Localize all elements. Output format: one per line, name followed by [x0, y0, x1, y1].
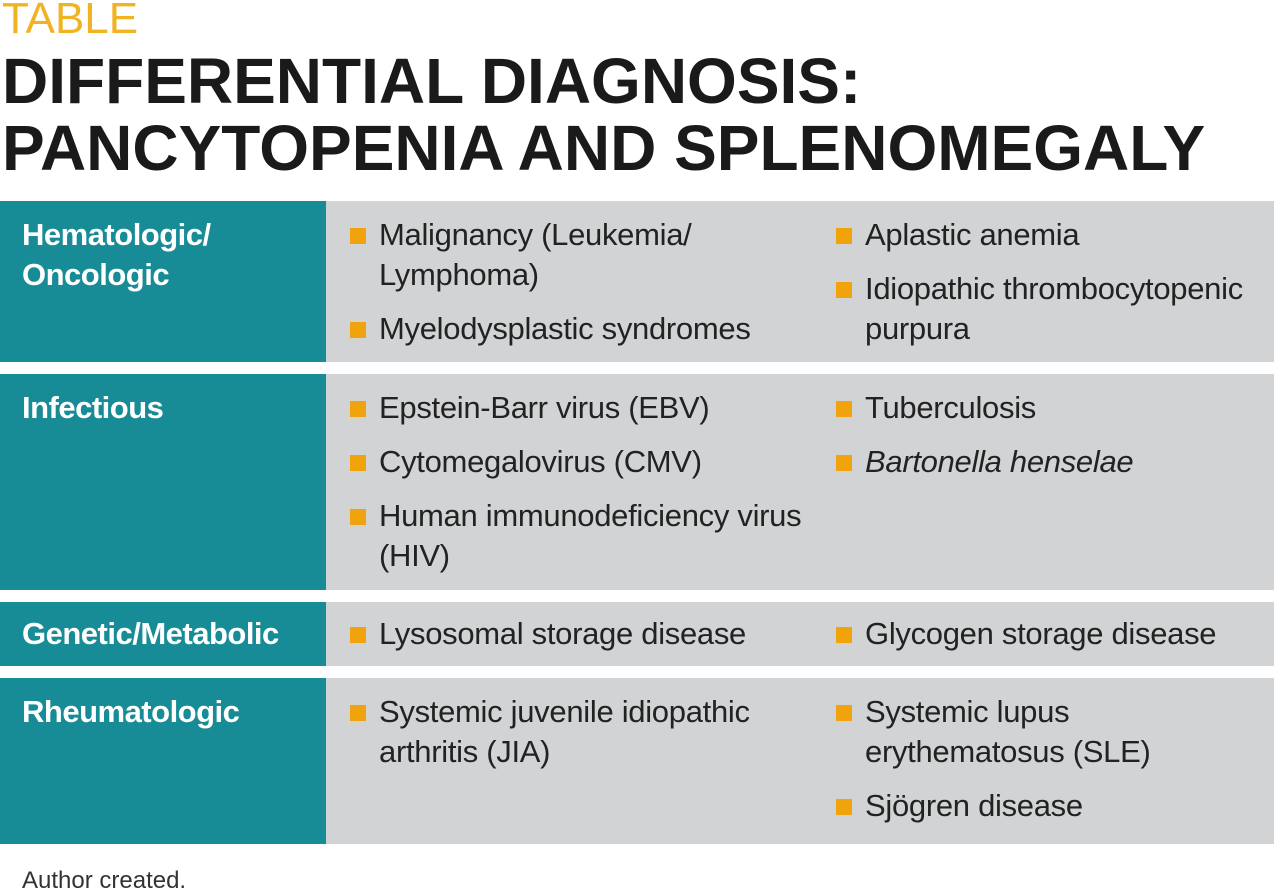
- differential-table: [0, 201, 1274, 856]
- item-text: Glycogen storage disease: [865, 616, 1217, 651]
- items-cell: [326, 602, 1274, 666]
- items-column: [812, 215, 1274, 348]
- bullet-square-icon: [836, 455, 852, 471]
- item-text: Idiopathic thrombocytopenic purpura: [865, 271, 1243, 346]
- list-item: [350, 496, 812, 576]
- items-column: [812, 614, 1274, 652]
- items-column: [326, 215, 812, 348]
- category-label: Infectious: [22, 390, 164, 425]
- bullet-square-icon: [836, 705, 852, 721]
- category-cell: [0, 602, 326, 666]
- table-label: TABLE: [2, 0, 139, 43]
- bullet-square-icon: [836, 228, 852, 244]
- list-item: [836, 215, 1274, 255]
- items-column: [812, 388, 1274, 576]
- table-row: [0, 678, 1274, 844]
- item-text: Aplastic anemia: [865, 217, 1080, 252]
- bullet-square-icon: [350, 322, 366, 338]
- list-item: [836, 388, 1274, 428]
- bullet-square-icon: [350, 627, 366, 643]
- bullet-square-icon: [350, 228, 366, 244]
- bullet-square-icon: [836, 282, 852, 298]
- list-item: [836, 692, 1274, 772]
- list-item: [836, 269, 1274, 349]
- table-row: [0, 374, 1274, 590]
- bullet-square-icon: [836, 627, 852, 643]
- item-text: Systemic juvenile idiopathic arthritis (JIA): [379, 694, 750, 769]
- list-item: [836, 442, 1274, 482]
- list-item: [350, 215, 812, 295]
- source-note: Author created.: [22, 867, 187, 894]
- list-item: [350, 309, 812, 349]
- category-label: Hematologic/ Oncologic: [22, 217, 211, 292]
- table-row: [0, 201, 1274, 362]
- list-item: [350, 692, 812, 772]
- category-label: Rheumatologic: [22, 694, 240, 729]
- table-row: [0, 602, 1274, 666]
- list-item: [836, 614, 1274, 654]
- list-item: [350, 614, 812, 654]
- item-text: Sjögren disease: [865, 788, 1083, 823]
- item-text: Systemic lupus erythematosus (SLE): [865, 694, 1151, 769]
- bullet-square-icon: [836, 401, 852, 417]
- item-text: Human immunodeficiency virus (HIV): [379, 498, 802, 573]
- bullet-square-icon: [350, 401, 366, 417]
- list-item: [350, 388, 812, 428]
- category-cell: [0, 374, 326, 590]
- list-item: [350, 442, 812, 482]
- list-item: [836, 786, 1274, 826]
- category-cell: [0, 201, 326, 362]
- item-text: Bartonella henselae: [865, 444, 1134, 479]
- items-column: [812, 692, 1274, 830]
- bullet-square-icon: [836, 799, 852, 815]
- bullet-square-icon: [350, 509, 366, 525]
- item-text: Tuberculosis: [865, 390, 1036, 425]
- bullet-square-icon: [350, 705, 366, 721]
- item-text: Cytomegalovirus (CMV): [379, 444, 702, 479]
- items-cell: [326, 374, 1274, 590]
- bullet-square-icon: [350, 455, 366, 471]
- category-cell: [0, 678, 326, 844]
- item-text: Lysosomal storage disease: [379, 616, 746, 651]
- item-text: Myelodysplastic syndromes: [379, 311, 751, 346]
- item-text: Epstein-Barr virus (EBV): [379, 390, 710, 425]
- items-cell: [326, 201, 1274, 362]
- items-column: [326, 614, 812, 652]
- item-text: Malignancy (Leukemia/ Lymphoma): [379, 217, 692, 292]
- items-column: [326, 692, 812, 830]
- page-title: DIFFERENTIAL DIAGNOSIS:: [2, 45, 862, 117]
- items-cell: [326, 678, 1274, 844]
- category-label: Genetic/Metabolic: [22, 616, 279, 651]
- page-subtitle: PANCYTOPENIA AND SPLENOMEGALY: [2, 112, 1206, 184]
- items-column: [326, 388, 812, 576]
